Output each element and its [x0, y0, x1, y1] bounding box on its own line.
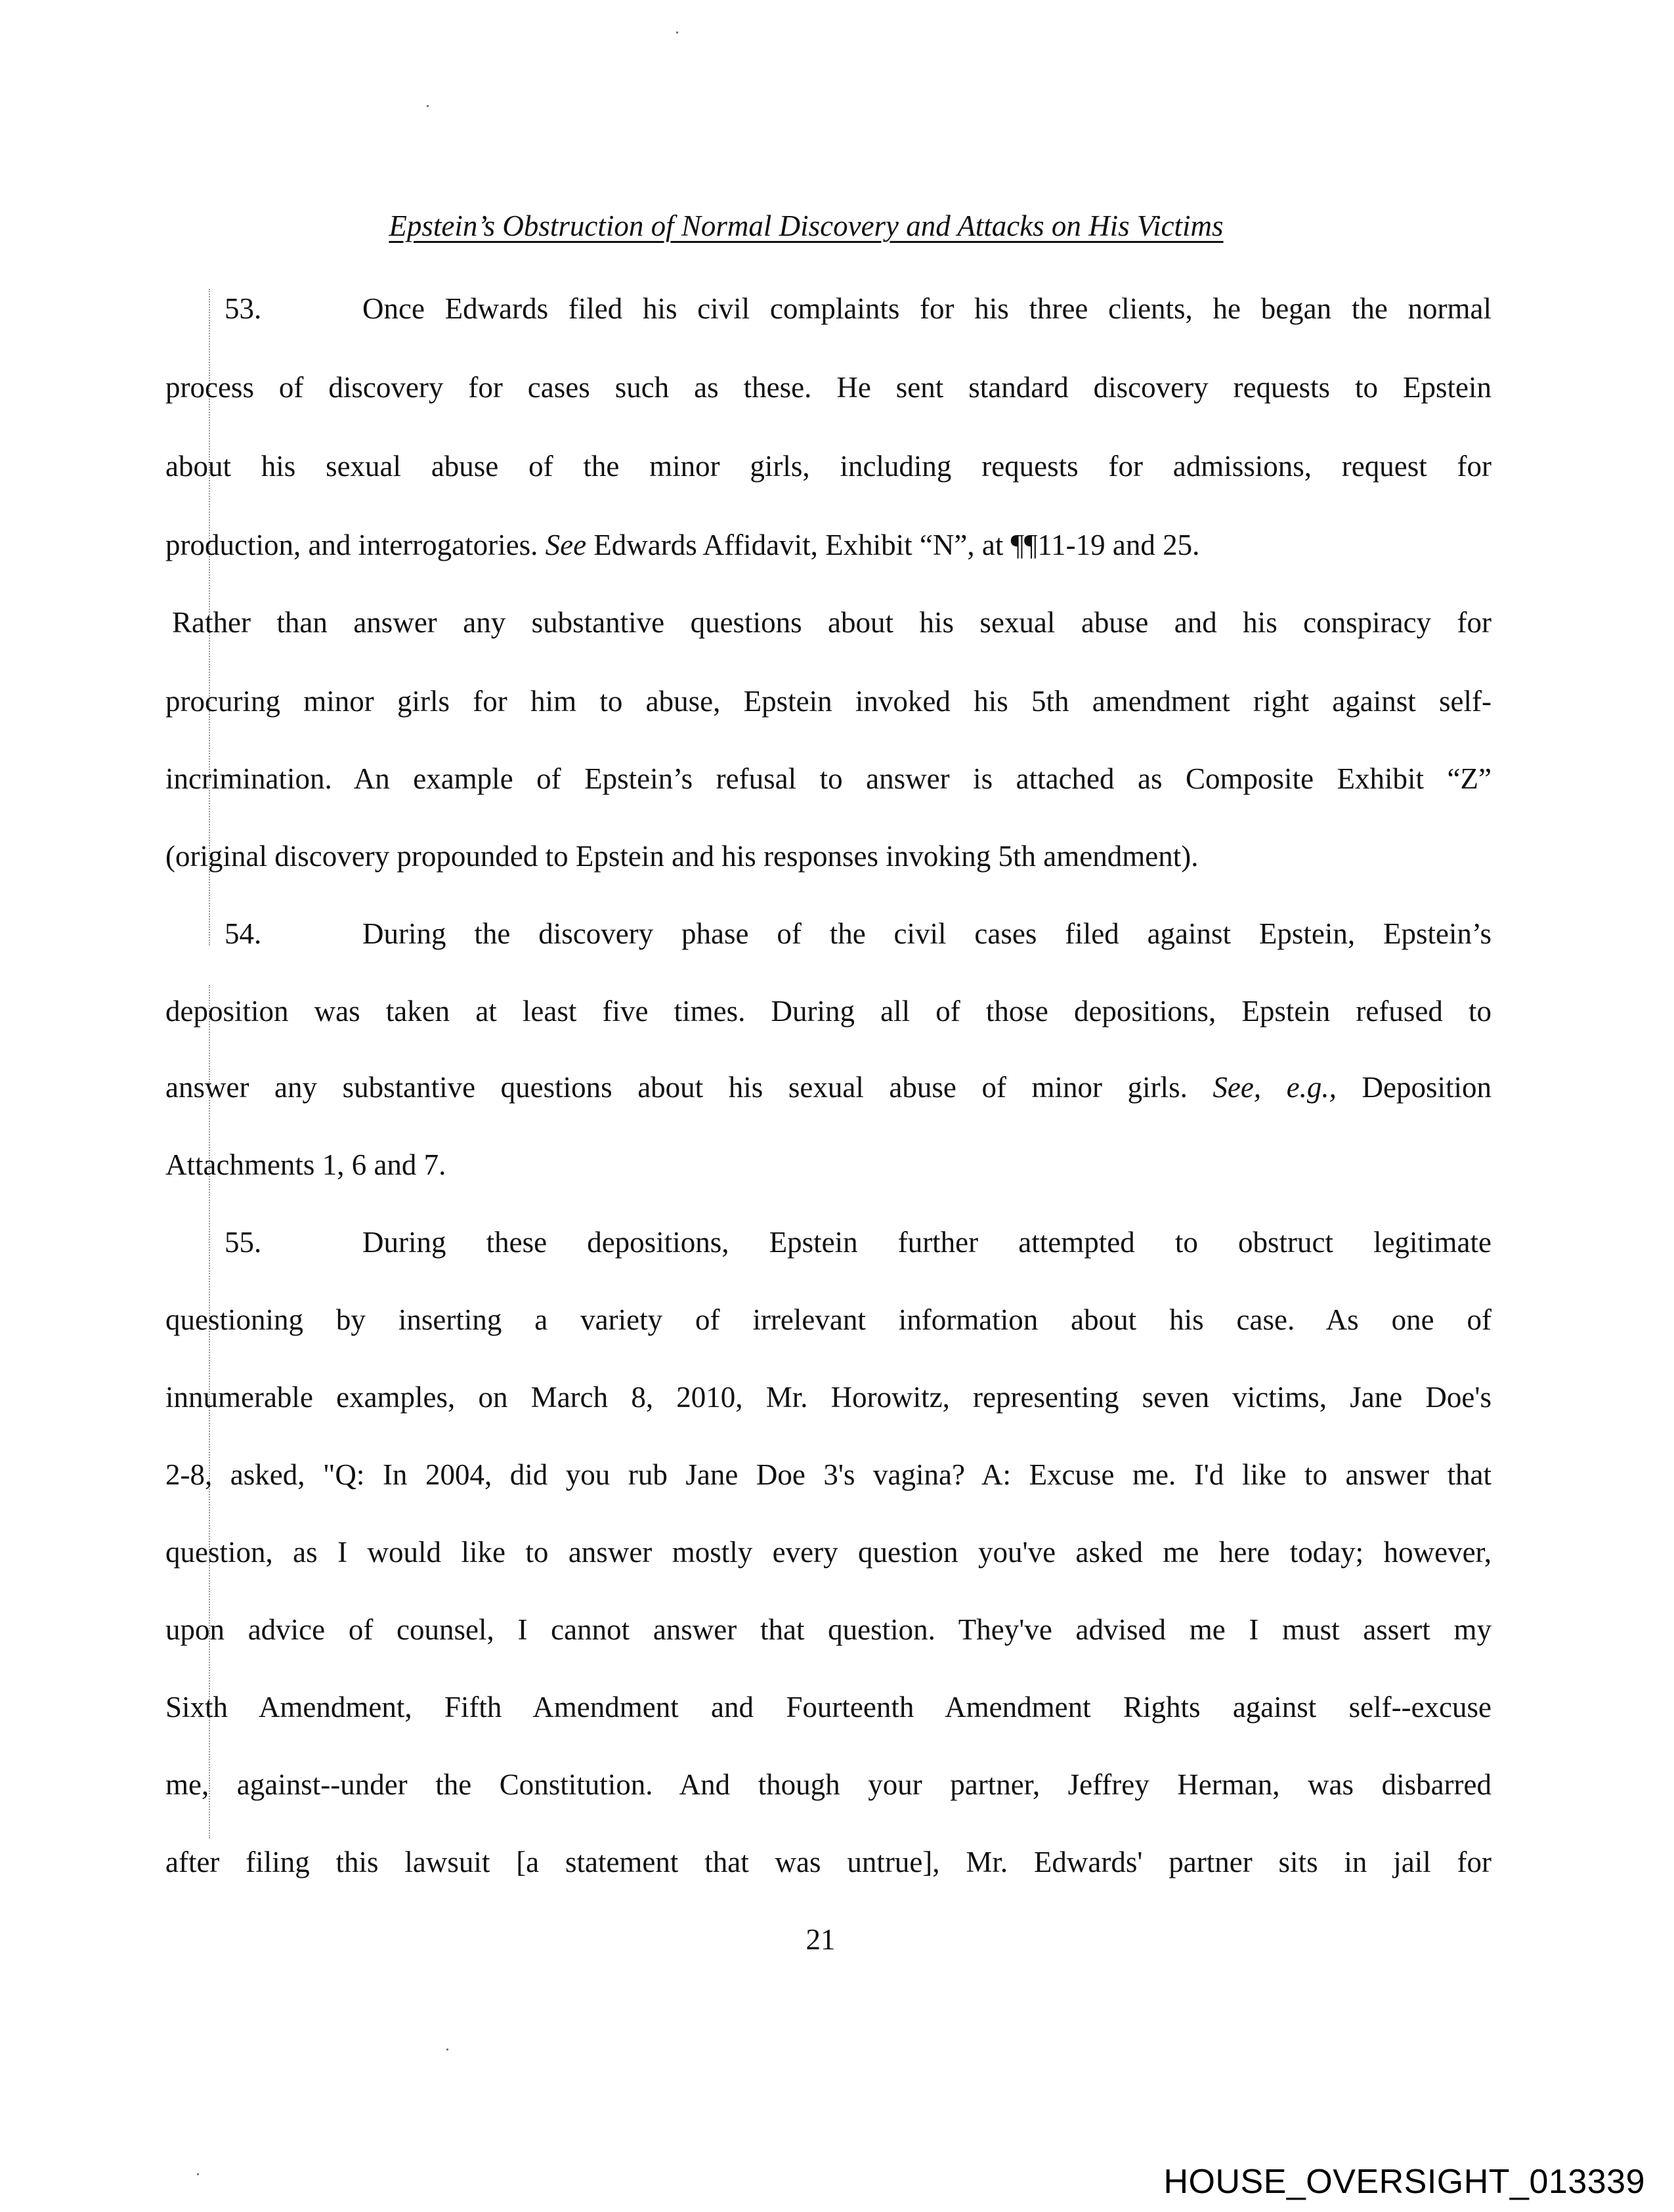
- paragraph-54-line-2: deposition was taken at least five times. During all of those depositions, Epstein refused to: [165, 995, 1492, 1028]
- citation-signal: See, e.g.,: [1213, 1071, 1337, 1104]
- citation-signal: See: [545, 529, 587, 561]
- citation: Edwards Affidavit, Exhibit “N”, at ¶¶11-19 and 25.: [586, 529, 1200, 561]
- section-heading: Epstein’s Obstruction of Normal Discovery and Attacks on His Victims: [389, 209, 1224, 242]
- paragraph-55-line-8: me, against--under the Constitution. And though your partner, Jeffrey Herman, was disbarred: [165, 1768, 1492, 1801]
- paragraph-54-line-4: Attachments 1, 6 and 7.: [165, 1148, 446, 1181]
- paragraph-55-line-6: upon advice of counsel, I cannot answer that question. They've advised me I must assert my: [165, 1613, 1492, 1646]
- citation: Deposition: [1336, 1071, 1492, 1104]
- bates-stamp: HOUSE_OVERSIGHT_013339: [1163, 2163, 1645, 2201]
- paragraph-53-line-3: about his sexual abuse of the minor girls, including requests for admissions, request for: [165, 450, 1492, 483]
- paragraph-54-line-3: answer any substantive questions about his sexual abuse of minor girls. See, e.g., Deposition: [165, 1071, 1492, 1104]
- paragraph-55-line-9: after filing this lawsuit [a statement that was untrue], Mr. Edwards' partner sits in jail for: [165, 1846, 1492, 1878]
- scan-speck: [197, 2173, 199, 2175]
- paragraph-55-line-2: questioning by inserting a variety of irrelevant information about his case. As one of: [165, 1303, 1492, 1336]
- paragraph-53-line-4: production, and interrogatories. See Edwards Affidavit, Exhibit “N”, at ¶¶11-19 and 25.: [165, 529, 1200, 561]
- paragraph-54-line-1: 54. During the discovery phase of the civil cases filed against Epstein, Epstein’s: [225, 914, 1492, 953]
- paragraph-number: 54.: [225, 917, 262, 950]
- paragraph-55-line-3: innumerable examples, on March 8, 2010, Mr. Horowitz, representing seven victims, Jane Doe's: [165, 1381, 1492, 1414]
- paragraph-53-line-8: (original discovery propounded to Epstein and his responses invoking 5th amendment).: [165, 840, 1199, 873]
- paragraph-number: 53.: [225, 292, 262, 325]
- paragraph-55-line-1: 55. During these depositions, Epstein further attempted to obstruct legitimate: [225, 1223, 1492, 1262]
- paragraph-53-line-1: 53. Once Edwards filed his civil complaints for his three clients, he began the normal: [225, 289, 1492, 328]
- scan-speck: [427, 105, 429, 107]
- paragraph-55-line-7: Sixth Amendment, Fifth Amendment and Fourteenth Amendment Rights against self--excuse: [165, 1691, 1492, 1724]
- paragraph-55-line-4: 2-8, asked, "Q: In 2004, did you rub Jane Doe 3's vagina? A: Excuse me. I'd like to answer that: [165, 1458, 1492, 1491]
- paragraph-53-line-6: procuring minor girls for him to abuse, Epstein invoked his 5th amendment right against self-: [165, 685, 1492, 718]
- paragraph-53-line-7: incrimination. An example of Epstein’s refusal to answer is attached as Composite Exhibit “Z”: [165, 762, 1492, 795]
- paragraph-53-line-5: Rather than answer any substantive questions about his sexual abuse and his conspiracy for: [172, 606, 1492, 639]
- scan-speck: [446, 2049, 448, 2050]
- paragraph-53-line-2: process of discovery for cases such as these. He sent standard discovery requests to Epstein: [165, 371, 1492, 404]
- paragraph-55-line-5: question, as I would like to answer mostly every question you've asked me here today; however,: [165, 1536, 1492, 1569]
- paragraph-number: 55.: [225, 1226, 262, 1259]
- page-number: 21: [805, 1923, 836, 1956]
- scan-speck: [676, 32, 678, 33]
